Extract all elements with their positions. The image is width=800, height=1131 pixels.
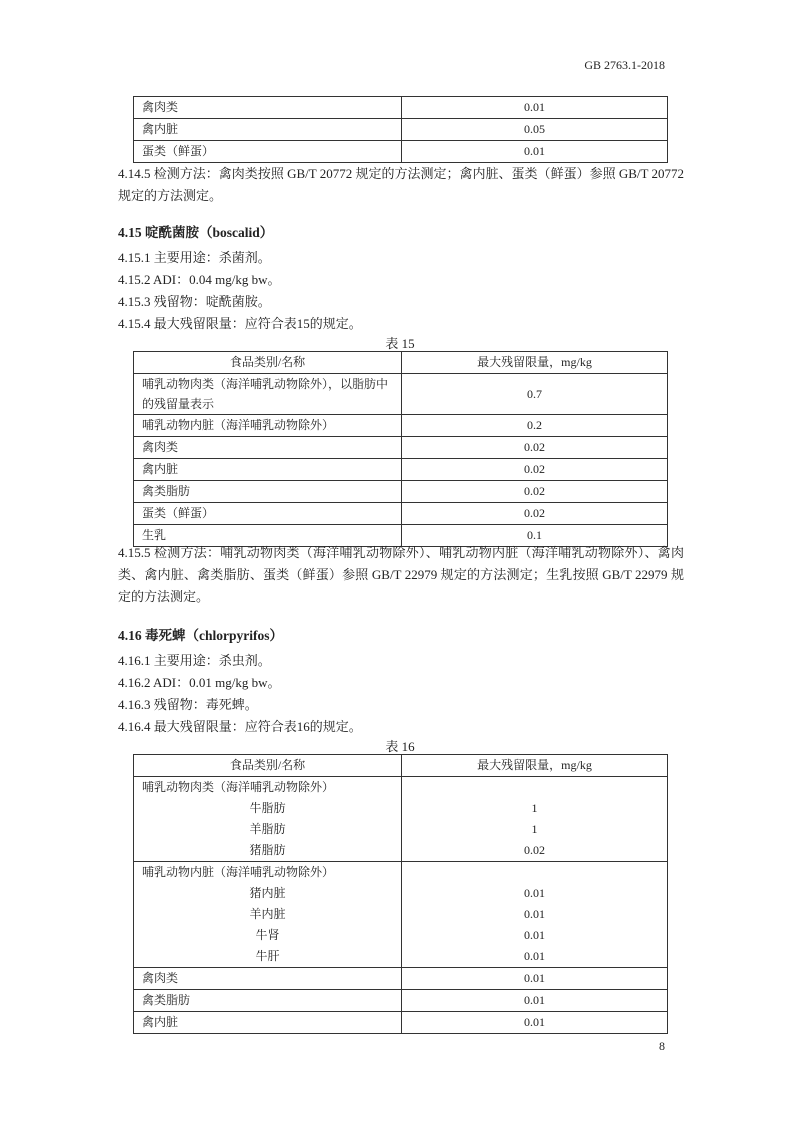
section-4-15-1: 4.15.1 主要用途：杀菌剂。 [118, 250, 271, 265]
section-4-15-2: 4.15.2 ADI：0.04 mg/kg bw。 [118, 272, 281, 287]
mrl-value: 0.01 [402, 925, 668, 946]
food-subitem-name: 猪内脏 [134, 883, 402, 904]
food-name: 蛋类（鲜蛋） [134, 503, 402, 525]
table-row [134, 374, 668, 415]
section-4-15-4: 4.15.4 最大残留限量：应符合表15的规定。 [118, 316, 362, 331]
table-row [134, 798, 668, 819]
table-16 [133, 754, 668, 1034]
mrl-value: 0.01 [402, 883, 668, 904]
mrl-value: 0.01 [402, 968, 668, 990]
food-subitem-name: 羊内脏 [134, 904, 402, 925]
food-name: 禽类脂肪 [134, 990, 402, 1012]
food-name: 哺乳动物肉类（海洋哺乳动物除外），以脂肪中的残留量表示 [134, 374, 402, 415]
column-header-food: 食品类别/名称 [134, 755, 402, 777]
food-subitem-name: 牛肾 [134, 925, 402, 946]
table-row [134, 883, 668, 904]
table-row [134, 97, 668, 119]
column-header-food: 食品类别/名称 [134, 352, 402, 374]
section-4-16-heading: 4.16 毒死蜱（chlorpyrifos） [118, 628, 283, 643]
food-subitem-name: 牛脂肪 [134, 798, 402, 819]
food-group-name: 哺乳动物内脏（海洋哺乳动物除外） [134, 862, 402, 884]
food-name: 禽内脏 [134, 1012, 402, 1034]
mrl-value: 0.02 [402, 481, 668, 503]
section-4-15-heading: 4.15 啶酰菌胺（boscalid） [118, 225, 274, 240]
mrl-value: 0.01 [402, 904, 668, 925]
mrl-value: 0.01 [402, 990, 668, 1012]
mrl-value: 0.05 [402, 119, 668, 141]
page-number: 8 [659, 1039, 665, 1053]
mrl-value [402, 777, 668, 799]
mrl-value: 0.1 [402, 525, 668, 547]
food-subitem-name: 羊脂肪 [134, 819, 402, 840]
table-row [134, 437, 668, 459]
table-row [134, 990, 668, 1012]
table-row [134, 481, 668, 503]
table-15 [133, 351, 668, 547]
table-row [134, 1012, 668, 1034]
section-4-15-3: 4.15.3 残留物：啶酰菌胺。 [118, 294, 271, 309]
food-name: 禽内脏 [134, 119, 402, 141]
food-name: 禽肉类 [134, 437, 402, 459]
section-4-16-3: 4.16.3 残留物：毒死蜱。 [118, 697, 258, 712]
food-name: 蛋类（鲜蛋） [134, 141, 402, 163]
section-4-15-5-method: 4.15.5 检测方法：哺乳动物肉类（海洋哺乳动物除外）、哺乳动物内脏（海洋哺乳动物除外）、禽肉类、禽内脏、禽类脂肪、蛋类（鲜蛋）参照 GB/T 22979 规定的方法测定；生乳按照 GB/T 22979 规定的方法测定。 [118, 545, 684, 604]
table-15-caption: 表 15 [385, 336, 415, 351]
mrl-value: 1 [402, 819, 668, 840]
mrl-value: 0.01 [402, 141, 668, 163]
table-row [134, 819, 668, 840]
food-name: 生乳 [134, 525, 402, 547]
mrl-value: 0.01 [402, 1012, 668, 1034]
section-4-16-1: 4.16.1 主要用途：杀虫剂。 [118, 653, 271, 668]
mrl-value: 0.02 [402, 459, 668, 481]
table-row [134, 459, 668, 481]
column-header-mrl: 最大残留限量，mg/kg [402, 755, 668, 777]
mrl-value: 0.02 [402, 503, 668, 525]
mrl-value: 1 [402, 798, 668, 819]
table-group-row [134, 777, 668, 799]
mrl-value: 0.01 [402, 97, 668, 119]
table-row [134, 925, 668, 946]
table-row [134, 503, 668, 525]
mrl-value: 0.02 [402, 437, 668, 459]
table-header-row [134, 755, 668, 777]
table-row [134, 840, 668, 862]
food-name: 禽肉类 [134, 968, 402, 990]
food-name: 禽肉类 [134, 97, 402, 119]
mrl-value: 0.7 [402, 374, 668, 415]
table-16-caption: 表 16 [385, 739, 415, 754]
table-row [134, 141, 668, 163]
food-group-name: 哺乳动物肉类（海洋哺乳动物除外） [134, 777, 402, 799]
table-row [134, 946, 668, 968]
food-subitem-name: 猪脂肪 [134, 840, 402, 862]
table-row [134, 968, 668, 990]
table-header-row [134, 352, 668, 374]
mrl-value: 0.2 [402, 415, 668, 437]
table-row [134, 415, 668, 437]
column-header-mrl: 最大残留限量，mg/kg [402, 352, 668, 374]
table-row [134, 904, 668, 925]
food-name: 禽类脂肪 [134, 481, 402, 503]
mrl-value [402, 862, 668, 884]
section-4-16-4: 4.16.4 最大残留限量：应符合表16的规定。 [118, 719, 362, 734]
mrl-value: 0.01 [402, 946, 668, 968]
food-name: 哺乳动物内脏（海洋哺乳动物除外） [134, 415, 402, 437]
section-4-16-2: 4.16.2 ADI：0.01 mg/kg bw。 [118, 675, 281, 690]
table-14-continued [133, 96, 668, 163]
table-group-row [134, 862, 668, 884]
food-name: 禽内脏 [134, 459, 402, 481]
food-subitem-name: 牛肝 [134, 946, 402, 968]
table-row [134, 119, 668, 141]
standard-number: GB 2763.1-2018 [584, 58, 665, 72]
section-4-14-5-method: 4.14.5 检测方法：禽肉类按照 GB/T 20772 规定的方法测定；禽内脏、蛋类（鲜蛋）参照 GB/T 20772 规定的方法测定。 [118, 166, 684, 203]
mrl-value: 0.02 [402, 840, 668, 862]
